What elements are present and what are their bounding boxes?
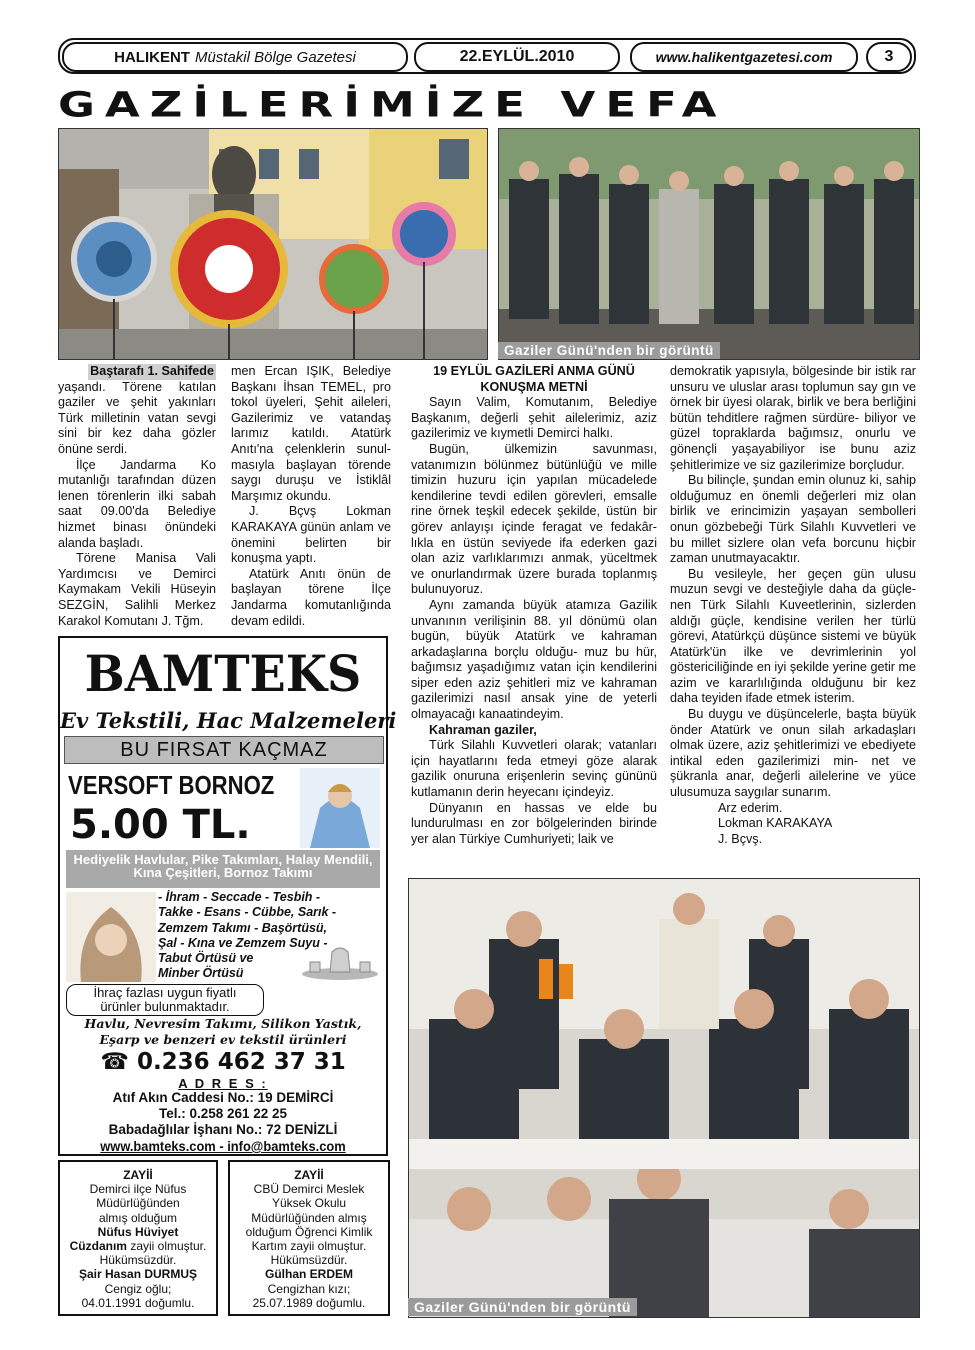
notice2-name: Gülhan ERDEM — [264, 1267, 353, 1282]
speech-title-1: 19 EYLÜL GAZİLERİ ANMA GÜNÜ — [433, 364, 635, 378]
notice2-line: Yüksek Okulu — [271, 1196, 347, 1211]
continued-label: Baştarafı 1. Sahifede — [90, 364, 214, 378]
website-link[interactable]: www.halikentgazetesi.com — [630, 42, 858, 72]
speech-signer-rank: J. Bçvş. — [718, 831, 763, 846]
ad-list-item: Zemzem Takımı - Başörtüsü, — [158, 920, 328, 935]
article-para: Atatürk Anıtı önün de başlayan törene İlçe Jandarma komutanlığında devam edildi. — [231, 566, 391, 628]
ad-phone-number: 0.236 462 37 31 — [136, 1049, 346, 1075]
speech-para: Bu bilinçle, şundan emin olunuz ki, sahip olduğumuz en önemli değerleri miz olan birlik ve erincimizin yaşayan sembolleri onun gözbebeği Türk Silahlı Kuvvetleri ve bu millet sizlere olan vefa borcunu hiçbir zaman unutmayacaktır. — [670, 473, 916, 566]
ad-address-label: A D R E S : — [178, 1076, 268, 1091]
bathrobe-model-illustration — [300, 768, 380, 848]
notice1-line-rest: zayii olmuştur. — [126, 1239, 207, 1254]
speech-closing: Arz ederim. — [718, 800, 783, 815]
speech-col-3 — [411, 364, 657, 847]
speech-para: Bu duygu ve düşüncelerle, başta büyük önder Atatürk ve onun silah arkadaşları olmak üzere, aziz şehitlerimizi ve ebediyete intikal eden gazilerimizi min- net ve şükranla anar, değerli ailelerine ve yüce ulusumuza saygılar sunarım. — [670, 707, 916, 800]
speech-signer: Lokman KARAKAYA — [718, 816, 833, 831]
notice1-line: Nüfus Hüviyet — [97, 1224, 179, 1239]
ad-brand: BAMTEKS — [84, 644, 362, 703]
notice2-line: 25.07.1989 doğumlu. — [252, 1295, 366, 1310]
phone-icon: ☎ — [100, 1049, 129, 1075]
headscarf-model-illustration — [66, 892, 156, 982]
notice1-line: Cengiz oğlu; — [104, 1281, 172, 1296]
ad-list-item: Şal - Kına ve Zemzem Suyu - — [158, 935, 328, 950]
ad-address-2: Tel.: 0.258 261 22 25 — [158, 1106, 288, 1121]
notice1-name: Şair Hasan DURMUŞ — [78, 1267, 198, 1282]
officials-photo — [498, 128, 920, 360]
dinner-photo-illustration — [409, 879, 919, 1317]
notice1-line: Demirci ilçe Nüfus — [89, 1182, 187, 1197]
ad-export-note — [66, 984, 264, 1016]
headline: GAZİLERİMİZE VEFA — [58, 83, 727, 126]
notice2-title: ZAYİİ — [294, 1168, 324, 1182]
dinner-photo — [408, 878, 920, 1318]
ad-products-line-1: Havlu, Nevresim Takımı, Silikon Yastık, — [84, 1016, 362, 1031]
notice1-title: ZAYİİ — [123, 1168, 153, 1182]
article-para: Törene Manisa Vali Yardımcısı ve Demirci Kaymakam Vekili Hüseyin SEZGİN, Salihli Merkez Karakol Komutanı J. Tğm. — [58, 551, 216, 628]
article-para: İlçe Jandarma Ko mutanlığı tarafından düzen lenen törenlerin ilki sabah saat 09.00'da Belediye hizmet binası önündeki alanda başladı. — [58, 457, 216, 550]
issue-date: 22.EYLÜL.2010 — [414, 42, 620, 72]
ad-list-item: Takke - Esans - Cübbe, Sarık - — [158, 905, 337, 920]
page-number: 3 — [866, 42, 912, 72]
bottom-photo-caption: Gaziler Günü'nden bir görüntü — [408, 1298, 637, 1316]
notice2-line: Kartım zayii olmuştur. — [251, 1239, 367, 1254]
ad-tagline: Ev Tekstili, Hac Malzemeleri — [60, 708, 397, 733]
notice2-line: CBÜ Demirci Meslek — [253, 1182, 365, 1197]
speech-para: Dünyanın en hassas ve elde bu lundurulması en zor bölgelerinden birinde yer alan Türkiye Cumhuriyeti; laik ve — [411, 800, 657, 846]
ad-phone[interactable] — [60, 1048, 386, 1076]
notice2-line: Cengizhan kızı; — [267, 1281, 351, 1296]
ad-product: VERSOFT BORNOZ — [68, 770, 275, 800]
ad-price: 5.00 TL. — [70, 802, 251, 848]
ad-web[interactable]: www.bamteks.com - info@bamteks.com — [100, 1138, 346, 1154]
lost-notice-2 — [228, 1160, 390, 1316]
ad-list-item: - İhram - Seccade - Tesbih - — [158, 890, 321, 904]
notice2-line: Hükümsüzdür. — [270, 1253, 348, 1268]
notice2-line: olduğum Öğrenci Kimlik — [245, 1224, 373, 1239]
bamteks-ad — [58, 636, 397, 1156]
notice1-line: 04.01.1991 doğumlu. — [81, 1295, 195, 1310]
article-col-1 — [58, 364, 216, 629]
officials-photo-illustration — [499, 129, 919, 359]
tea-set-photo — [300, 938, 380, 980]
speech-title-2: KONUŞMA METNİ — [480, 379, 588, 394]
ad-list-item: Minber Örtüsü — [158, 966, 244, 981]
speech-para: demokratik yapısıyla, bölgesinde bir istik rar unsuru ve uluslar arası toplumun say gın ve örnek bir üyesi olarak, birlik ve bera berliğini bütün tehditlere rağmen sürdüre- biliyor ve güzel topraklarda bağımsız, onurlu ve gönençli yaşayabiliyor ise bunu aziz şehitlerimize ve siz gazilerimize borçludur. — [670, 364, 916, 472]
article-para: men Ercan IŞIK, Belediye Başkanı İhsan TEMEL, pro tokol üyeleri, Şehit aileleri, Gazilerimiz ve vatandaş larımız katıldı. Atatürk Anıtı'na çelenklerin sunul- masıyla başlayan törende saygı duruşu ve İstiklâl Marşımız okundu. — [231, 364, 391, 503]
notice2-line: Müdürlüğünden almış — [251, 1210, 367, 1225]
speech-subheading: Kahraman gaziler, — [429, 722, 537, 737]
article-para: yaşandı. Törene katılan gaziler ve şehit yakınları Türk milletinin vatan sevgi sini bir kez daha gözler önüne serdi. — [58, 379, 216, 456]
notice1-line: Müdürlüğünden — [96, 1196, 180, 1211]
speech-col-4 — [670, 364, 916, 847]
ad-export-note-1: İhraç fazlası uygun fiyatlı — [93, 985, 237, 1000]
speech-para: Aynı zamanda büyük atamıza Gazilik unvanının verilişinin 88. yıl dönümü olan bugün, büyük Atatürk ve kahraman arkadaşlarına borçlu olduğu- muz bu hür, bağımsız yaşadığımız vatan için kendilerini siper eden aziz şehitleri miz ve kahraman gazilerimizi nasıl ansak yine de yeterli olmayacağı kanaatindeyim. — [411, 597, 657, 722]
speech-para: Sayın Valim, Komutanım, Belediye Başkanım, değerli şehit ailelerimiz, aziz gazilerimiz ve kıymetli Demirci halkı. — [411, 395, 657, 441]
ad-list-item: Tabut Örtüsü ve — [158, 951, 254, 966]
tea-set-illustration — [300, 938, 380, 980]
headscarf-model-photo — [66, 892, 156, 982]
article-col-2 — [231, 364, 391, 629]
notice1-line — [60, 1239, 216, 1253]
paper-subtitle: Müstakil Bölge Gazetesi — [194, 48, 356, 66]
ad-gray-box: Hediyelik Havlular, Pike Takımları, Halay Mendili, Kına Çeşitleri, Bornoz Takımı — [66, 850, 380, 888]
top-photo-caption: Gaziler Günü'nden bir görüntü — [498, 342, 720, 359]
monument-photo — [58, 128, 488, 360]
monument-photo-illustration — [59, 129, 487, 359]
notice1-line: almış olduğum — [98, 1210, 178, 1225]
article-para: J. Bçvş Lokman KARAKAYA günün anlam ve önemini belirten bir konuşma yaptı. — [231, 504, 391, 566]
speech-para: Bu vesileyle, her geçen gün ulusu muzun sevgi ve desteğiyle daha da güçle- nen Türk Silahlı Kuveetlerinin, sizlerden aldığı güçle, kendisine verilen her türlü görevi, Atatürkçü düşünce sistemi ve büyük Atatürk'ün ilke ve devrimlerinin yol göstericiliğinde en iyi şekilde yerine getir me azim ve kararlılığında olduğunu bir kez daha teyiden ifade etmek isterim. — [670, 566, 916, 706]
ad-address-1: Atıf Akın Caddesi No.: 19 DEMİRCİ — [112, 1090, 334, 1105]
ad-products-line-2: Eşarp ve benzeri ev tekstil ürünleri — [99, 1032, 347, 1047]
lost-notice-1 — [58, 1160, 218, 1316]
paper-name-pill — [62, 42, 408, 72]
ad-banner: BU FIRSAT KAÇMAZ — [64, 736, 384, 764]
speech-para: Türk Silahlı Kuvvetleri olarak; vatanları için hayatlarını feda etmeyi göze alarak gazilik onuruna erişenlerin sevinç gününü kutlamanın derin heyecanı içindeyiz. — [411, 738, 657, 800]
notice1-line: Hükümsüzdür. — [99, 1253, 177, 1268]
paper-name: HALIKENT — [114, 48, 190, 66]
notice1-line-bold: Cüzdanım — [69, 1239, 127, 1254]
speech-para: Bugün, ülkemizin savunması, vatanımızın bölünmez bütünlüğü ve mille timizin huzuru için yapılan mücadelede kendilerine tevdi edilen görevleri, emsalle rine örnek teşkil edecek şekilde, üstün bir görev anlayışı içinde feragat ve fedakâr- lıkla en üstün seviyede ifa ederken gazi olan aziz varlıklarımızı anmak, yüceltmek ve onurlandırmak üzere burada toplanmış bulunuyoruz. — [411, 441, 657, 597]
bathrobe-model-photo — [300, 768, 380, 848]
ad-address-3: Babadağlılar İşhanı No.: 72 DENİZLİ — [108, 1122, 338, 1137]
ad-export-note-2: ürünler bulunmaktadır. — [100, 999, 230, 1014]
